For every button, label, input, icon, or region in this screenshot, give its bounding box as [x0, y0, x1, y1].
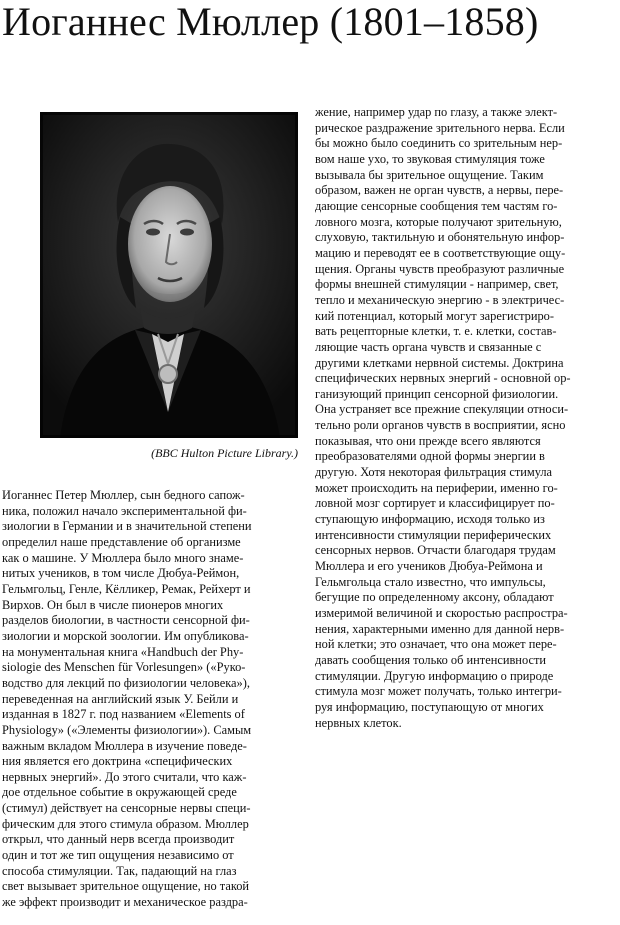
text-line: ловного мозга, которые получают зрительную,: [315, 214, 562, 229]
right-text-column: [315, 105, 620, 731]
text-line: нения, характерными именно для данной нерв-: [315, 621, 565, 636]
text-line: ступающую информацию, исходя только из: [315, 512, 545, 527]
text-line: ния является его доктрина «специфических: [2, 754, 233, 769]
portrait-photo: [40, 112, 298, 438]
text-line: же эффект производит и механическое раздра-: [2, 895, 248, 910]
text-line: щения. Органы чувств преобразуют различные: [315, 261, 565, 276]
text-line: тельно роли органов чувств в восприятии, ясно: [315, 418, 566, 433]
text-line: измеримой величиной и скоростью распростра-: [315, 606, 568, 620]
text-line: ганизующий принцип сенсорной физиологии.: [315, 386, 559, 401]
text-line: переведенная на английский язык У. Бейли и: [2, 691, 239, 706]
text-line: определил наше представление об организме: [2, 534, 241, 549]
left-text-column: [2, 488, 302, 911]
text-line: как о машине. У Мюллера было много знаме-: [2, 550, 244, 565]
text-line: может происходить на периферии, именно го-: [315, 480, 558, 495]
text-line: рическое раздражение зрительного нерва. Если: [315, 120, 565, 135]
page-title: Иоганнес Мюллер (1801–1858): [2, 0, 539, 44]
text-line: кий потенциал, который могут зарегистриро-: [315, 308, 554, 323]
text-line: Иоганнес Петер Мюллер, сын бедного сапож-: [2, 488, 245, 502]
text-line: другими клетками нервной системы. Доктрина: [315, 355, 564, 370]
text-line: образом, важен не орган чувств, а нервы, пере-: [315, 183, 564, 198]
text-line: Гельмгольц, Генле, Кёлликер, Ремак, Рейхерт и: [2, 581, 251, 596]
text-line: свет вызывает зрительное ощущение, но такой: [2, 879, 250, 894]
text-line: вом наше ухо, то звуковая стимуляция тоже: [315, 151, 545, 166]
text-line: зиологии и морской зоологии. Им опубликова-: [2, 628, 249, 643]
text-line: Гельмгольца стало известно, что импульсы,: [315, 574, 546, 589]
text-line: дающие сенсорные сообщения тем частям го-: [315, 198, 558, 213]
text-line: стимула мозг может получать, только интегри-: [315, 684, 562, 699]
text-line: жение, например удар по глазу, а также элект-: [315, 105, 558, 119]
text-line: ловной мозг сортирует и классифицирует по-: [315, 496, 555, 511]
text-line: Мюллера и его учеников Дюбуа-Реймона и: [315, 559, 543, 574]
text-line: интенсивности стимуляции периферических: [315, 527, 552, 542]
text-line: важным вкладом Мюллера в изучение поведе-: [2, 738, 247, 753]
text-line: способа стимуляции. Так, падающий на глаз: [2, 863, 237, 878]
text-line: сенсорных нервов. Отчасти благодаря трудам: [315, 543, 556, 558]
text-line: нервных клеток.: [315, 715, 402, 730]
text-line: давать сообщения только об интенсивности: [315, 652, 546, 667]
text-line: слуховую, тактильную и обонятельную инфор-: [315, 230, 565, 245]
text-line: фическим для этого стимула образом. Мюллер: [2, 816, 249, 831]
text-line: мацию и переводят ее в соответствующие ощу-: [315, 245, 566, 260]
text-line: нервных энергий». До этого считали, что каж-: [2, 769, 247, 784]
figure-caption: (BBC Hulton Picture Library.): [151, 446, 298, 460]
text-line: ной клетки; это означает, что она может пере-: [315, 637, 557, 652]
text-line: вызывала бы зрительное ощущение. Таким: [315, 167, 544, 182]
text-line: разделов биологии, в частности сенсорной фи-: [2, 613, 250, 628]
text-line: руя информацию, поступающую от многих: [315, 699, 544, 714]
text-line: специфических нервных энергий - основной ор-: [315, 371, 571, 386]
text-line: изданная в 1827 г. под названием «Elements of: [2, 707, 245, 722]
text-line: на монументальная книга «Handbuch der Phy-: [2, 644, 244, 659]
text-line: другую. Хотя некоторая фильтрация стимула: [315, 465, 553, 480]
text-line: siologie des Menschen für Vorlesungen» («Руко-: [2, 660, 246, 675]
text-line: открыл, что данный нерв всегда производит: [2, 832, 235, 847]
text-line: Вирхов. Он был в числе пионеров многих: [2, 597, 224, 612]
text-line: формы внешней стимуляции - например, свет,: [315, 277, 559, 292]
text-line: бегущие по определенному аксону, обладают: [315, 590, 554, 605]
text-line: стимуляции. Другую информацию о природе: [315, 668, 554, 683]
text-line: ляющие часть органа чувств и связанные с: [315, 339, 542, 354]
text-line: один и тот же тип ощущения независимо от: [2, 848, 234, 863]
text-line: тепло и механическую энергию - в электричес-: [315, 292, 565, 307]
text-line: преобразователями одной формы энергии в: [315, 449, 545, 464]
text-line: вать рецепторные клетки, т. е. клетки, состав-: [315, 324, 557, 339]
text-line: бы можно было соединить со зрительным нер-: [315, 136, 563, 151]
text-line: зиологии в Германии и в значительной степени: [2, 519, 252, 534]
text-line: водство для лекций по физиологии человека»),: [2, 675, 250, 690]
text-line: показывая, что они прежде всего являются: [315, 433, 541, 448]
text-line: нитых учеников, в том числе Дюбуа-Реймон,: [2, 566, 240, 581]
text-line: (стимул) действует на сенсорные нервы специ-: [2, 801, 251, 816]
text-line: Она устраняет все прежние спекуляции относи-: [315, 402, 569, 417]
text-line: дое отдельное событие в окружающей среде: [2, 785, 237, 800]
text-line: Physiology» («Элементы физиологии»). Самым: [2, 722, 252, 737]
text-line: ника, положил начало экспериментальной фи-: [2, 503, 247, 518]
